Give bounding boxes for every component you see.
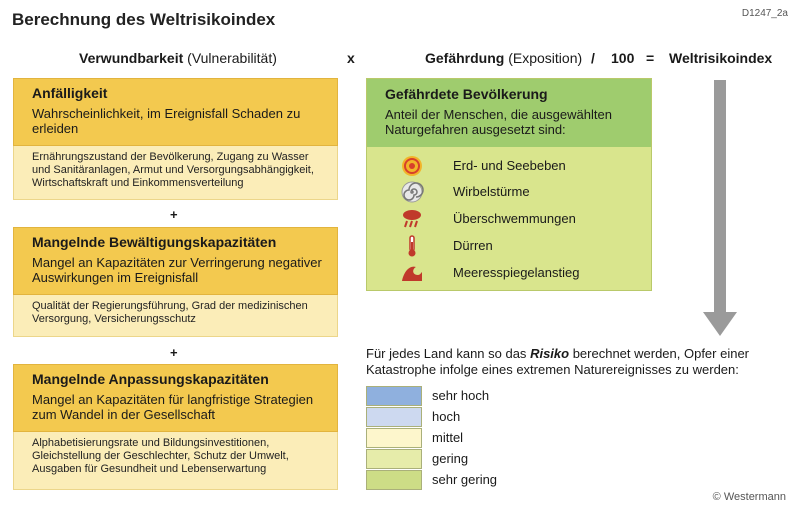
divide-sign: / [591, 50, 595, 66]
box-text: Mangel an Kapazitäten zur Verringerung negativer Auswirkungen im Ereignisfall [32, 255, 322, 285]
legend-item [366, 470, 666, 490]
risk-text-start: Für jedes Land kann so das [366, 346, 531, 361]
hazard-label: Meeresspiegelanstieg [453, 265, 580, 280]
hazard-item [367, 206, 651, 232]
equals-sign: = [646, 50, 655, 66]
box-sub: Qualität der Regierungsführung, Grad der medizinischen Versorgung, Versicherungsschutz [13, 295, 338, 337]
exposure-latin: (Exposition) [508, 50, 583, 66]
legend-swatch [366, 386, 422, 406]
exposure-label: Gefährdung [425, 50, 505, 66]
exposure-head [367, 79, 651, 147]
hazard-label: Dürren [453, 238, 493, 253]
figure-code: D1247_2a [741, 8, 788, 19]
legend-item [366, 428, 666, 448]
vulnerability-label: Verwundbarkeit [79, 50, 184, 66]
result-label: Weltrisikoindex [669, 50, 773, 66]
box-head [13, 227, 338, 295]
box-heading: Anfälligkeit [32, 85, 108, 101]
formula-vulnerability [79, 50, 277, 66]
hazard-item [367, 260, 651, 286]
hazard-label: Wirbelstürme [453, 184, 530, 199]
plus-sign: + [170, 207, 178, 222]
down-arrow-icon [703, 80, 737, 338]
times-sign: x [347, 50, 355, 66]
hazard-label: Erd- und Seebeben [453, 158, 566, 173]
box-sub: Ernährungszustand der Bevölkerung, Zugang zu Wasser und Sanitäranlagen, Armut und Versorgungsabhängigkeit, Wirtschaftskraft und Einkommensverteilung [13, 146, 338, 200]
risk-text-end: berechnet werden, Opfer einer Katastrophe infolge eines extremen Naturereignisses zu werden: [366, 346, 750, 377]
legend-swatch [366, 449, 422, 469]
hazard-item [367, 233, 651, 259]
formula-exposure [425, 50, 582, 66]
legend-label: hoch [432, 409, 461, 424]
legend-swatch [366, 428, 422, 448]
plus-sign: + [170, 345, 178, 360]
box-heading: Mangelnde Anpassungskapazitäten [32, 371, 269, 387]
legend-label: sehr gering [432, 472, 498, 487]
exposure-heading: Gefährdete Bevölkerung [385, 86, 548, 102]
cyclone-icon [400, 180, 424, 204]
thermometer-icon [400, 234, 424, 258]
hazard-item [367, 179, 651, 205]
box-anpassung [13, 364, 338, 490]
wave-icon [400, 261, 424, 285]
vulnerability-latin: (Vulnerabilität) [187, 50, 277, 66]
legend-label: sehr hoch [432, 388, 490, 403]
legend-label: gering [432, 451, 469, 466]
hazard-label: Überschwemmungen [453, 211, 576, 226]
exposure-text: Anteil der Menschen, die ausgewählten Naturgefahren ausgesetzt sind: [385, 107, 612, 137]
risk-word: Risiko [530, 346, 570, 361]
flood-icon [400, 207, 424, 231]
legend-swatch [366, 407, 422, 427]
copyright: © Westermann [712, 491, 786, 503]
earthquake-icon [400, 154, 424, 178]
legend-label: mittel [432, 430, 464, 445]
legend-item [366, 386, 666, 406]
hundred-value: 100 [611, 50, 635, 66]
box-heading: Mangelnde Bewältigungskapazitäten [32, 234, 277, 250]
page-title: Berechnung des Weltrisikoindex [12, 10, 276, 29]
risk-description [366, 346, 786, 378]
box-sub: Alphabetisierungsrate und Bildungsinvestitionen, Gleichstellung der Geschlechter, Schutz der Umwelt, Ausgaben für Gesundheit und Lebenserwartung [13, 432, 338, 490]
box-bewaeltigung [13, 227, 338, 337]
legend-swatch [366, 470, 422, 490]
box-text: Mangel an Kapazitäten für langfristige Strategien zum Wandel in der Gesellschaft [32, 392, 314, 422]
legend-item [366, 407, 666, 427]
box-head [13, 364, 338, 432]
hazard-item [367, 153, 651, 179]
legend-item [366, 449, 666, 469]
box-head [13, 78, 338, 146]
box-text: Wahrscheinlichkeit, im Ereignisfall Schaden zu erleiden [32, 106, 301, 136]
box-anfaelligkeit [13, 78, 338, 200]
exposure-box [366, 78, 652, 291]
